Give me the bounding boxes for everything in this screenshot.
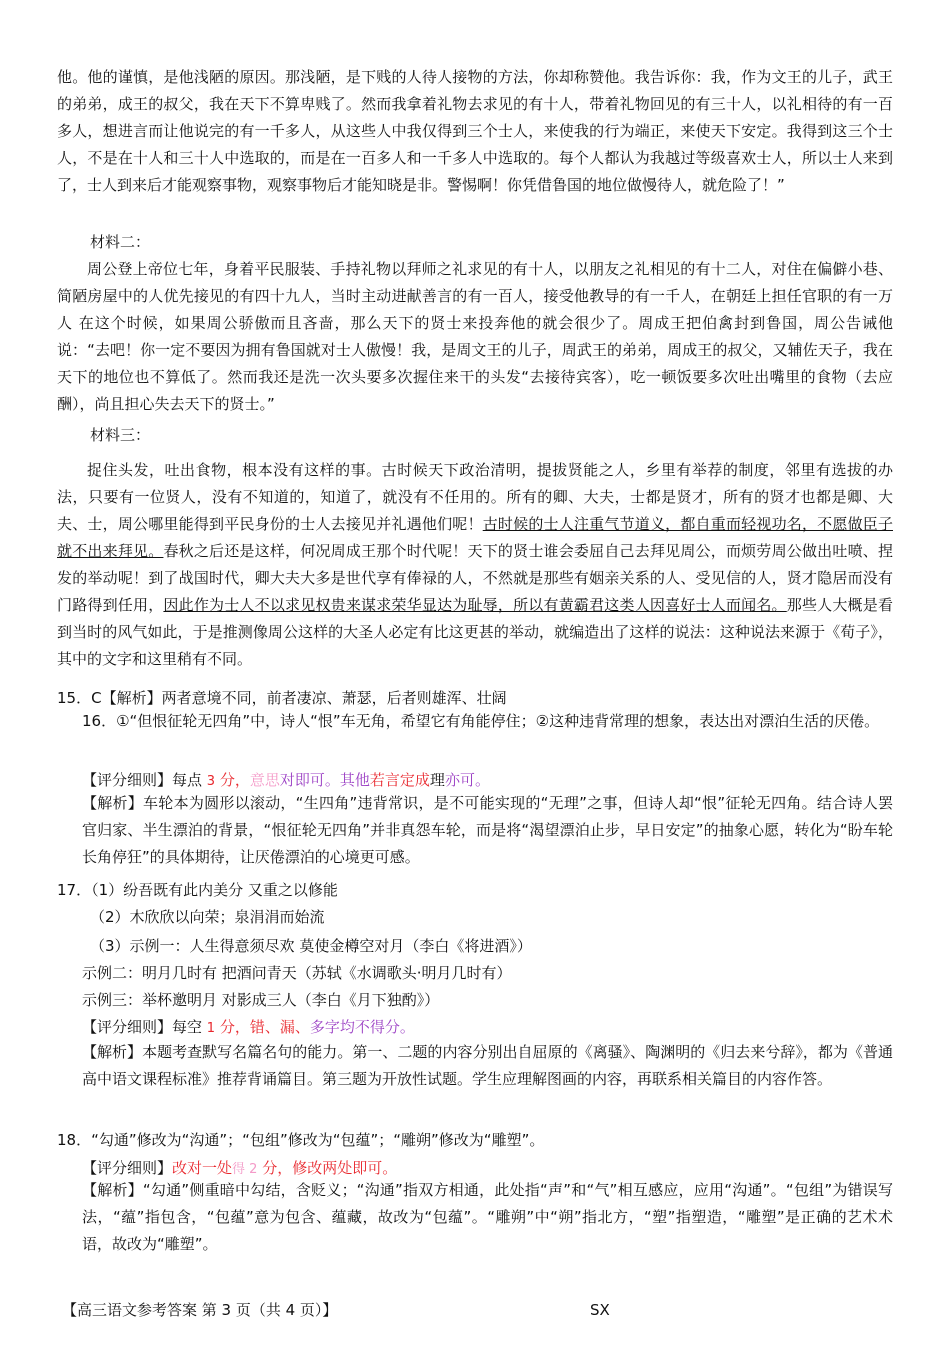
q15-number: 15．C [57, 689, 102, 707]
q16-number: 16． [82, 712, 117, 730]
q18-scoring-tag: 【评分细则】 [82, 1159, 173, 1177]
material-two-text: 周公登上帝位七年，身着平民服装、手持礼物以拜师之礼求见的有十人，以朋友之礼相见的有十二人，对住在偏僻小巷、简陋房屋中的人优先接见的有四十九人，当时主动进献善言的有一百人，接受他教导的有一千人，在朝廷上担任官职的有一万人 在这个时候，如果周公骄傲而且吝啬，那么天下的贤士来投奔他的就会很少了。周成王把伯禽封到鲁国，周公告诫他说：“去吧！你一定不要因为拥有鲁国就对士人傲慢！我，是周文王的儿子，周武王的弟弟，周成王的叔父，又辅佐天子，我在天下的地位也不算低了。然而我还是洗一次头要多次握住来干的头发“去接待宾客），吃一顿饭要多次吐出嘴里的食物（去应酬），尚且担心失去天下的贤士。” [57, 260, 893, 413]
q18-scoring-b: 得 2 [232, 1162, 258, 1177]
q17-analysis-tag: 【解析】 [82, 1043, 143, 1061]
q17-line-2: （2）木欣欣以向荣；泉涓涓而始流 [90, 908, 325, 926]
q18-analysis [82, 1177, 893, 1258]
material-three-label: 材料三： [90, 426, 151, 444]
q17-analysis [82, 1039, 893, 1093]
q17-line-3: （3）示例一：人生得意须尽欢 莫使金樽空对月（李白《将进酒》） [90, 937, 532, 955]
material-three-seg5: 那些人大概是看到当时的风气如此，于是推测像周公这样的大圣人必定有比这更甚的举动，就编造出了这样的说法：这种说法来源于《荀子》，其中的文字和这里稍有不同。 [57, 596, 893, 668]
q16-text: ①“但恨征轮无四角”中，诗人“恨”车无角，希望它有角能停住；②这种违背常理的想象，表达出对漂泊生活的厌倦。 [116, 712, 880, 730]
q18-answer [57, 1127, 544, 1154]
q18-text: “勾通”修改为“沟通”；“包组”修改为“包蕴”；“雕朔”修改为“雕塑”。 [91, 1131, 545, 1149]
q17-line-4: 示例二：明月几时有 把酒问青天（苏轼《水调歌头·明月几时有） [82, 964, 512, 982]
q16-scoring-f: 若 [369, 771, 385, 789]
material-three-text [57, 457, 893, 673]
material-three-seg1: 捉住头发，吐出食物，根本没有这样的事。古时候天下政治清明，提拔贤能之人，乡里有举荐的制度，邻里有选拔的办法，只要有一位贤人，没有不知道的，知道了，就没有不任用的。所有的卿、大夫，士都是贤才，所有的贤才也都是卿、大夫、士，周公哪里能得到平民身份的士人去接见并礼遇他们呢！ [57, 461, 893, 533]
q16-analysis-tag: 【解析】 [82, 794, 144, 812]
q17-scoring-e: 多字均不得分。 [309, 1018, 415, 1036]
q15-analysis-text: 两者意境不同，前者凄凉、萧瑟，后者则雄浑、壮阔 [161, 689, 507, 707]
q18-number: 18． [57, 1131, 92, 1149]
q16-analysis-text: 车轮本为圆形以滚动，“生四角”违背常识，是不可能实现的“无理”之事，但诗人却“恨”征轮无四角。结合诗人罢官归家、半生漂泊的背景，“恨征轮无四角”并非真怨车轮，而是将“渴望漂泊止步，早日安定”的抽象心愿，转化为“盼车轮长角停狂”的具体期待，让厌倦漂泊的心境更可感。 [82, 794, 893, 866]
material-three-underlined-2: 因此作为士人不以求见权贵来谋求荣华显达为耻辱，所以有黄霸君这类人因喜好士人而闻名。 [163, 596, 787, 614]
q17-analysis-text: 本题考查默写名篇名句的能力。第一、二题的内容分别出自屈原的《离骚》、陶渊明的《归去来兮辞》，都为《普通高中语文课程标准》推荐背诵篇目。第三题为开放性试题。学生应理解图画的内容，再联系相关篇目的内容作答。 [82, 1043, 893, 1088]
page-footer: 【高三语文参考答案 第 3 页（共 4 页）】 [62, 1301, 338, 1319]
q16-analysis [82, 790, 893, 871]
q16-scoring-tag: 【评分细则】 [82, 771, 173, 789]
q17-scoring-a: 每空 [172, 1018, 207, 1036]
q17-scoring-d: 错、漏、 [249, 1018, 310, 1036]
q17-line-5: 示例三：举杯邀明月 对影成三人（李白《月下独酌》） [82, 991, 440, 1009]
q16-scoring-c: 分， [215, 771, 250, 789]
q16-scoring-e: 对即可。其他 [279, 771, 370, 789]
q15-analysis-tag: 【解析】 [101, 689, 162, 707]
material-one-text: 他。他的谨慎，是他浅陋的原因。那浅陋，是下贱的人待人接物的方法，你却称赞他。我告诉你：我，作为文王的儿子，武王的弟弟，成王的叔父，我在天下不算卑贱了。然而我拿着礼物去求见的有十人，带着礼物回见的有三十人，以礼相待的有一百多人，想进言而让他说完的有一千多人，从这些人中我仅得到三个士人，来使我的行为端正，来使天下安定。我得到这三个士人，不是在十人和三十人中选取的，而是在一百多人和一千多人中选取的。每个人都认为我越过等级喜欢士人，所以士人来到了，士人到来后才能观察事物，观察事物后才能知晓是非。警惕啊！你凭借鲁国的地位做慢待人，就危险了！” [57, 68, 893, 194]
q18-scoring-c: 分，修改两处即可。 [257, 1159, 398, 1177]
q17-scoring [82, 1014, 415, 1042]
material-two-label: 材料二： [90, 233, 151, 251]
q17-number: 17． [57, 881, 92, 899]
material-three-seg3: 春秋之后还是这样，何况周成王那个时代呢！天下的贤士谁会委屈自己去拜见周公，而烦劳周公做出吐喷、捏发的举动呢！到了战国时代，卿大夫大多是世代享有俸禄的人，不然就是那些有姻亲关系的人、受见信的人，贤才隐居而没有门路得到任用， [57, 542, 893, 614]
q16-scoring-h: 理 [429, 771, 445, 789]
q17-line-1 [57, 877, 338, 904]
q16-scoring-d: 意思 [249, 771, 280, 789]
q18-analysis-text: “勾通”侧重暗中勾结，含贬义；“沟通”指双方相通，此处指“声”和“气”相互感应，应用“沟通”。“包组”为错误写法，“蕴”指包含，“包蕴”意为包含、蕴藏，故改为“包蕴”。“雕朔”中“朔”指北方，“塑”指塑造，“雕塑”是正确的艺术术语，故改为“雕塑”。 [82, 1181, 893, 1253]
q16-scoring-a: 每点 [172, 771, 207, 789]
q17-line-1-text: （1）纷吾既有此内美分 又重之以修能 [91, 881, 338, 899]
q17-scoring-b: 1 [206, 1021, 216, 1036]
q18-scoring-a: 改对一处 [172, 1159, 233, 1177]
q17-scoring-c: 分， [215, 1018, 250, 1036]
material-three-underlined-1: 古时候的士人注重气节道义，都自重而轻视功名，不愿做臣子就不出来拜见。 [57, 515, 893, 560]
q17-scoring-tag: 【评分细则】 [82, 1018, 173, 1036]
q16-scoring-i: 亦可。 [444, 771, 490, 789]
q16-answer [82, 708, 893, 735]
q16-scoring-b: 3 [206, 774, 216, 789]
q18-analysis-tag: 【解析】 [82, 1181, 143, 1199]
footer-code: SX [590, 1301, 610, 1319]
q16-scoring-g: 言定成 [384, 771, 430, 789]
